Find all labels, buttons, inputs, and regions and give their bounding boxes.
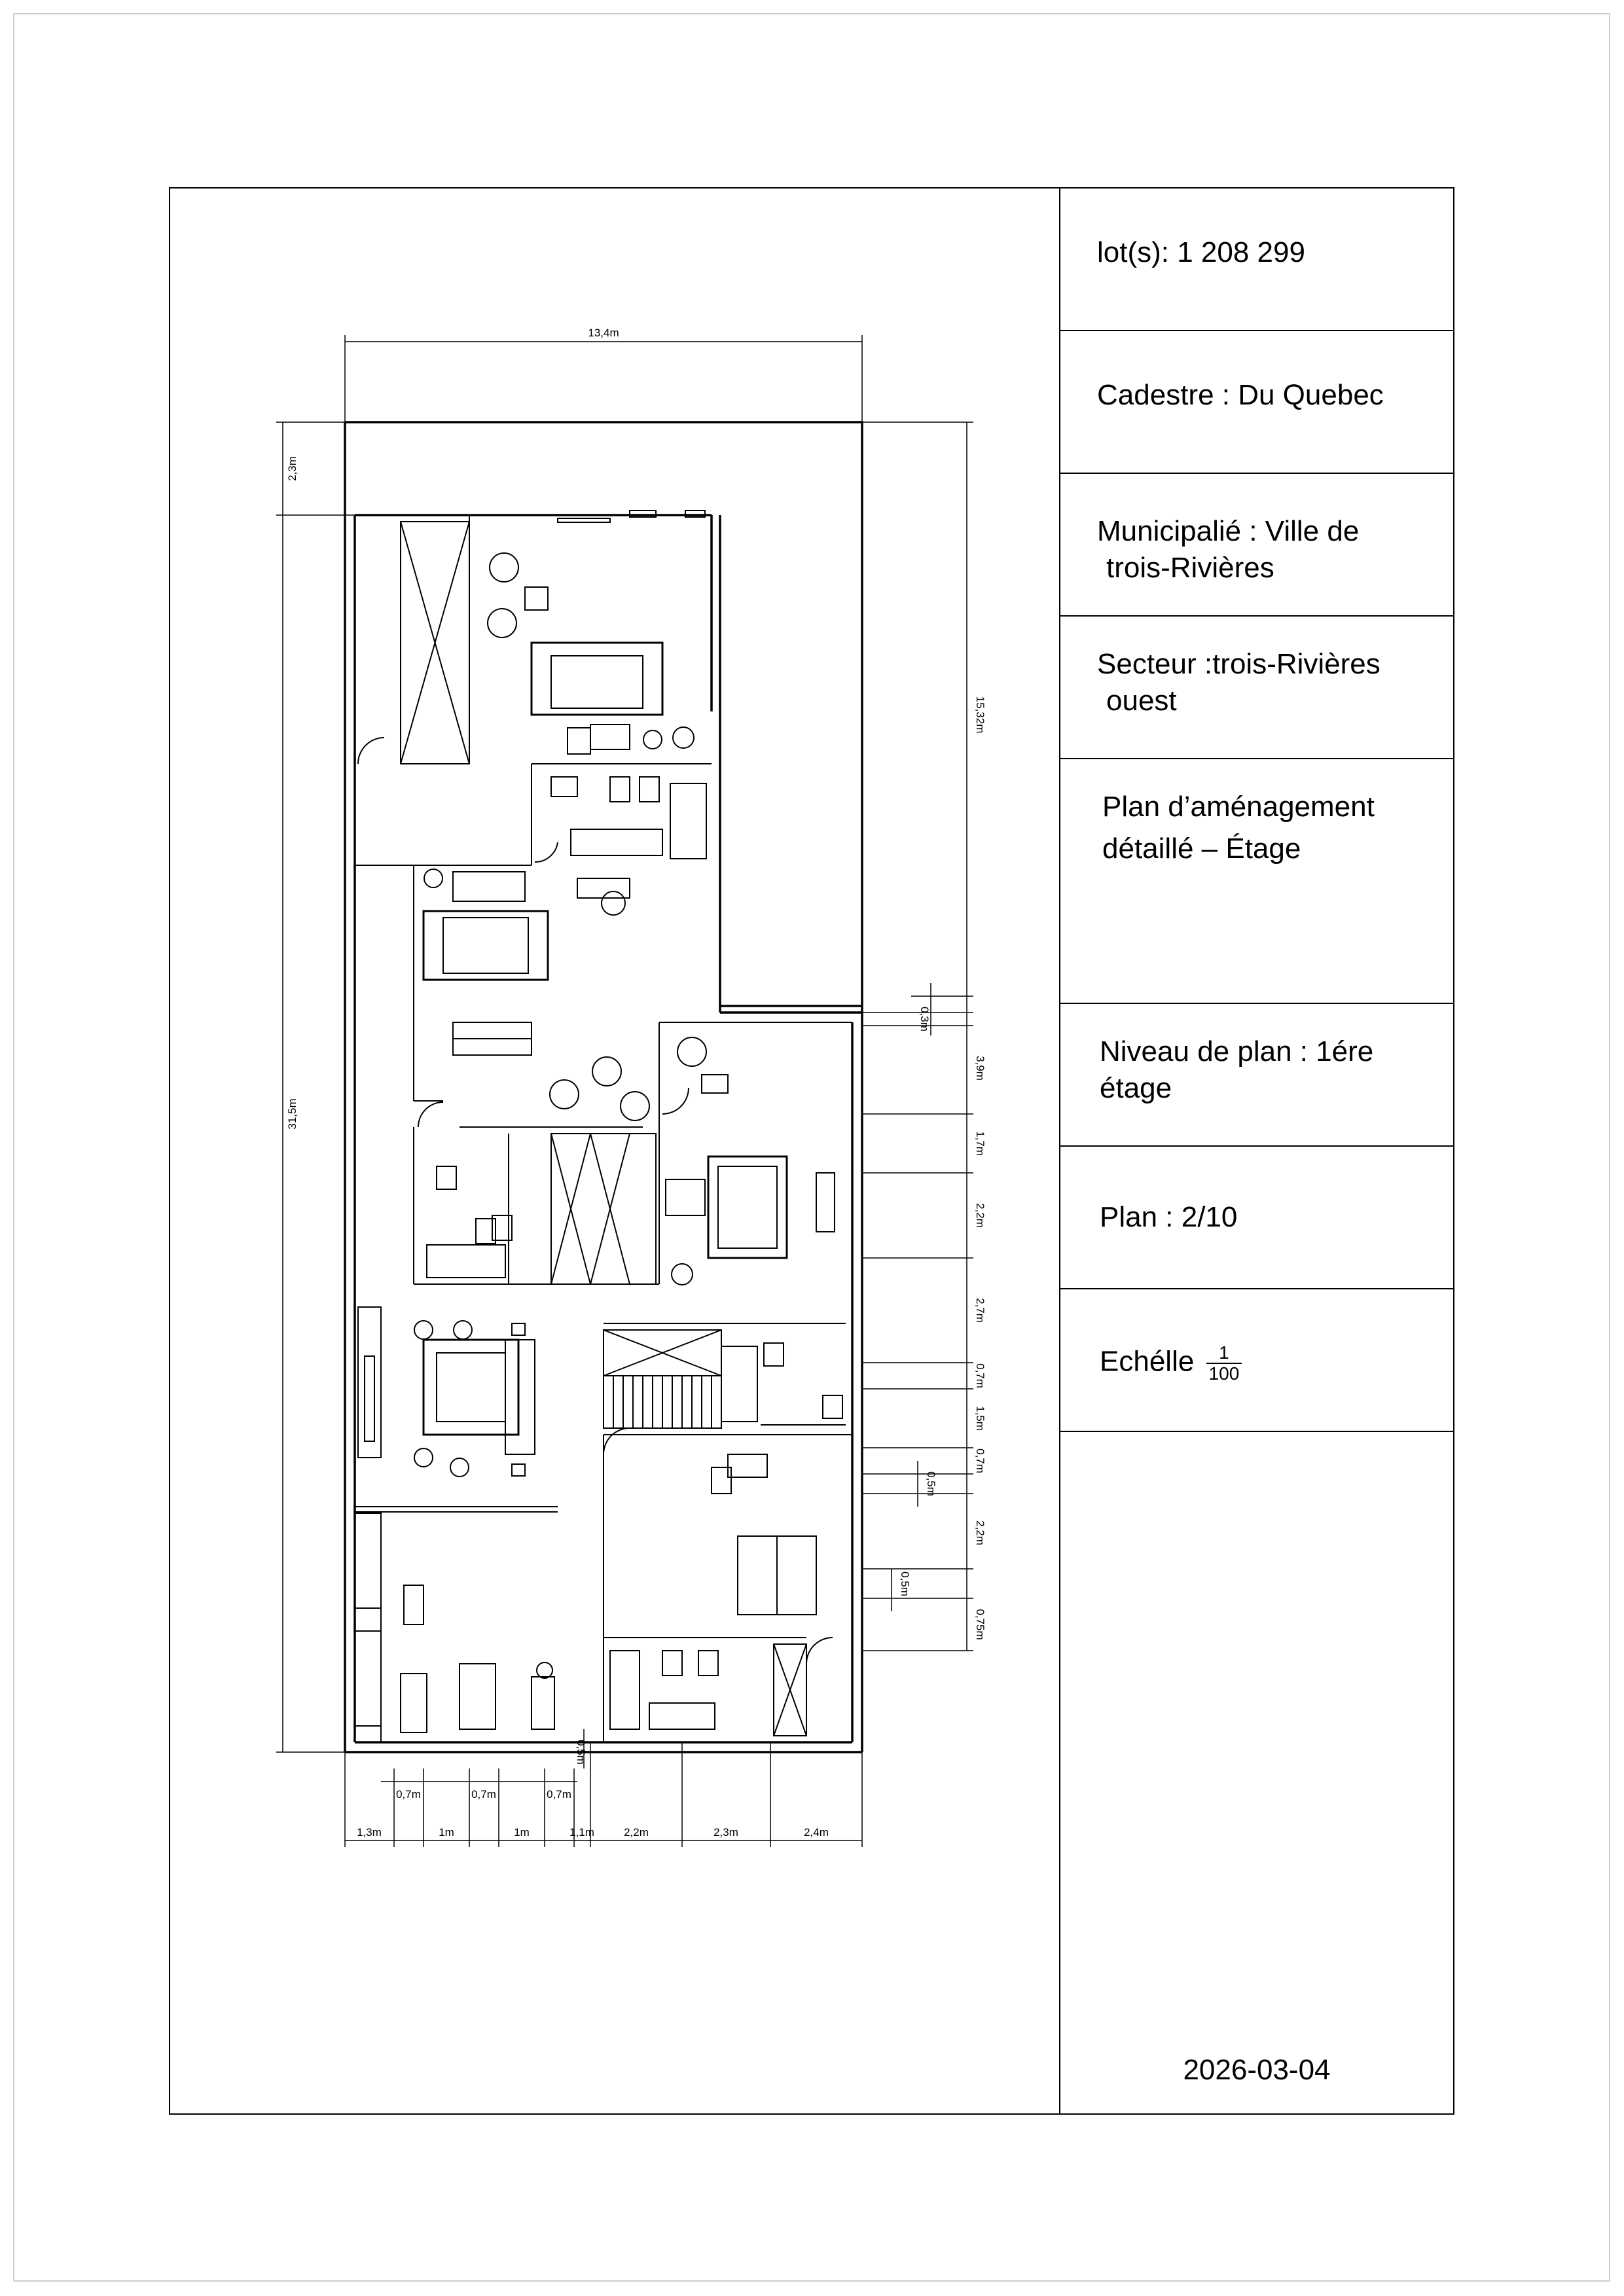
dim-bottom-23: 2,3m: [713, 1826, 738, 1839]
title-block: [1059, 188, 1453, 2113]
municipality-cell: [1060, 474, 1453, 617]
plan-title-line2: détaillé – Étage: [1102, 833, 1301, 865]
dim-bottom-11: 1,1m: [569, 1826, 594, 1839]
lots-cell: [1060, 188, 1453, 331]
plan-title-line1: Plan d’aménagement: [1102, 791, 1375, 823]
dim-right-05b: 0,5m: [899, 1571, 911, 1596]
dim-right-05a: 0,5m: [925, 1471, 937, 1496]
bedroom-2: [414, 865, 649, 1127]
plan-number-cell: [1060, 1147, 1453, 1289]
dim-bottom-05: 0,5m: [575, 1740, 587, 1765]
dim-bottom-22: 2,2m: [624, 1826, 649, 1839]
dim-right-07a: 0,7m: [974, 1363, 986, 1388]
dim-right-03: 0,3m: [918, 1007, 931, 1031]
cadastre-text: Cadestre : Du Quebec: [1097, 379, 1384, 411]
dim-bottom-07a: 0,7m: [396, 1788, 421, 1801]
dim-right-39: 3,9m: [974, 1056, 986, 1081]
dim-bottom-07b: 0,7m: [471, 1788, 496, 1801]
dim-left-top: 2,3m: [286, 456, 298, 481]
dim-right-07b: 0,7m: [974, 1448, 986, 1473]
dim-bottom-1b: 1m: [514, 1826, 530, 1839]
cadastre-cell: [1060, 331, 1453, 474]
bathroom-1: [535, 777, 706, 862]
lots-text: lot(s): 1 208 299: [1097, 236, 1305, 268]
plan-date: 2026-03-04: [1183, 2054, 1331, 2086]
drawing-frame: [169, 187, 1454, 2115]
level-cell: [1060, 1004, 1453, 1147]
sector-line1: Secteur :trois-Rivières: [1097, 648, 1380, 680]
dim-bottom-07c: 0,7m: [547, 1788, 571, 1801]
dim-right-15: 1,5m: [974, 1406, 986, 1431]
dim-right-upper: 15,32m: [974, 696, 986, 734]
dim-right-22b: 2,2m: [974, 1520, 986, 1545]
dim-right-27: 2,7m: [974, 1298, 986, 1323]
dim-top-width: 13,4m: [588, 327, 619, 339]
municipality-line1: Municipalié : Ville de: [1097, 515, 1360, 547]
dim-bottom-24: 2,4m: [804, 1826, 829, 1839]
floor-plan-drawing: [170, 188, 1059, 2113]
scale-fraction: [1206, 1343, 1242, 1384]
level-line2: étage: [1100, 1072, 1172, 1104]
bedroom-4: [604, 1435, 852, 1742]
bedroom-3: [659, 1022, 852, 1285]
dimension-labels: [286, 327, 986, 1839]
dim-left-total: 31,5m: [286, 1098, 298, 1130]
dim-bottom-13: 1,3m: [357, 1826, 382, 1839]
dim-bottom-1a: 1m: [439, 1826, 454, 1839]
dim-right-22a: 2,2m: [974, 1203, 986, 1228]
scale-denominator: 100: [1208, 1363, 1240, 1384]
bathroom-2-closets: [414, 1102, 659, 1284]
dim-right-075: 0,75m: [974, 1609, 986, 1640]
scale-cell: [1060, 1289, 1453, 1432]
sector-line2: ouest: [1106, 685, 1177, 717]
dim-right-17: 1,7m: [974, 1131, 986, 1156]
scale-numerator: 1: [1206, 1343, 1242, 1364]
storage-closet-top: [358, 515, 469, 764]
municipality-line2: trois-Rivières: [1106, 552, 1274, 584]
bedroom-1: [355, 511, 712, 865]
gym-room: [355, 1513, 554, 1742]
scale-label: Echélle: [1100, 1345, 1195, 1378]
floor-plan-area: [170, 188, 1059, 2113]
dining-room: [355, 1307, 558, 1512]
sector-cell: [1060, 617, 1453, 759]
plan-title-cell: [1060, 759, 1453, 1004]
plan-number-text: Plan : 2/10: [1100, 1201, 1238, 1233]
level-line1: Niveau de plan : 1ére: [1100, 1035, 1374, 1067]
